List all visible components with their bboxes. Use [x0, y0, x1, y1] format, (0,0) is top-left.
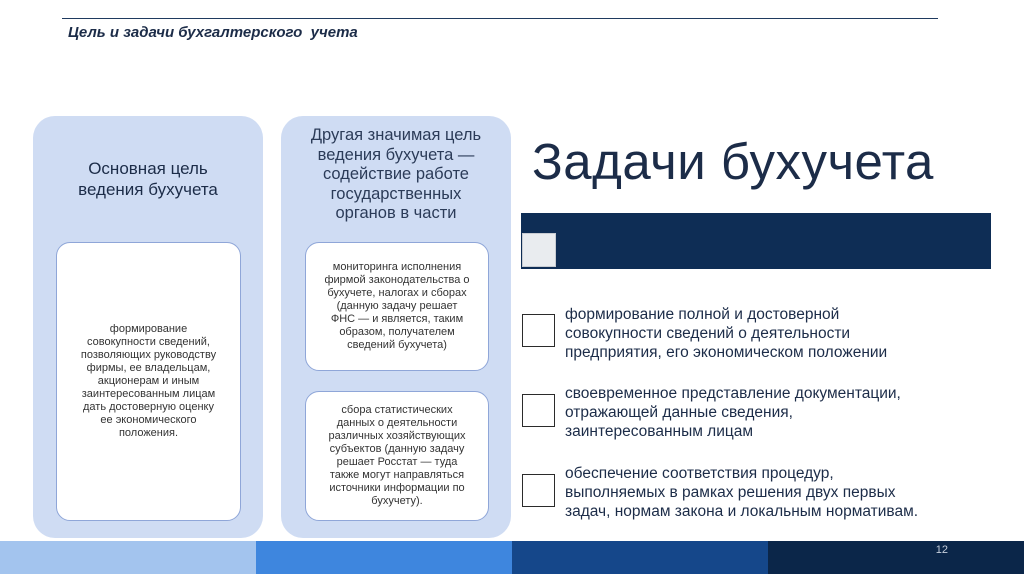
- statistics-card-line: источники информации по: [329, 482, 465, 494]
- main-goal-heading-line: ведения бухучета: [78, 180, 218, 199]
- main-goal-card-line: заинтересованным лицам: [81, 388, 216, 400]
- secondary-goal-heading-line: государственных: [330, 184, 462, 203]
- monitoring-card-line: мониторинга исполнения: [332, 261, 462, 273]
- main-goal-card-line: положения.: [118, 427, 179, 439]
- task-item-3: [565, 464, 918, 521]
- main-goal-card-line: дать достоверную оценку: [83, 401, 214, 413]
- task-checkbox: [522, 314, 555, 347]
- monitoring-card-line: ФНС — и является, таким: [330, 313, 464, 325]
- main-goal-card-line: ее экономического: [100, 414, 197, 426]
- secondary-goal-heading-line: органов в части: [335, 204, 457, 222]
- task-line: предприятия, его экономическом положении: [565, 344, 888, 361]
- main-goal-card: [56, 242, 241, 521]
- secondary-goal-heading-line: ведения бухучета —: [317, 145, 475, 164]
- statistics-card-line: бухучету).: [371, 495, 423, 507]
- footer-strip-segment: [256, 541, 512, 574]
- slide-title: Цель и задачи бухгалтерского учета: [68, 24, 358, 41]
- statistics-card-line: субъектов (данную задачу: [329, 443, 465, 455]
- task-checkbox: [522, 474, 555, 507]
- title-underline: [62, 18, 938, 19]
- statistics-card: [305, 391, 489, 521]
- monitoring-card-line: (данную задачу решает: [336, 300, 458, 312]
- monitoring-card: [305, 242, 489, 371]
- main-goal-card-line: формирование: [109, 323, 188, 335]
- statistics-card-line: различных хозяйствующих: [328, 430, 466, 442]
- statistics-card-line: сбора статистических: [341, 404, 453, 416]
- footer-strip-segment: [512, 541, 768, 574]
- main-goal-card-line: совокупности сведений,: [87, 336, 210, 348]
- main-goal-card-line: акционерам и иным: [97, 375, 200, 387]
- task-line: заинтересованным лицам: [565, 423, 754, 440]
- secondary-goal-heading: [281, 126, 511, 224]
- task-item-1: [565, 305, 887, 362]
- task-line: обеспечение соответствия процедур,: [565, 465, 834, 482]
- task-line: задач, нормам закона и локальным нормативам.: [565, 503, 919, 520]
- task-line: своевременное представление документации,: [565, 385, 901, 402]
- secondary-goal-heading-line: Другая значимая цель: [310, 126, 482, 144]
- task-line: выполняемых в рамках решения двух первых: [565, 484, 896, 501]
- task-line: совокупности сведений о деятельности: [565, 325, 851, 342]
- statistics-card-line: решает Росстат — туда: [336, 456, 458, 468]
- secondary-goal-heading-line: содействие работе: [323, 165, 469, 183]
- task-line: формирование полной и достоверной: [565, 306, 840, 323]
- header-checkbox: [522, 233, 556, 267]
- main-goal-heading: [33, 158, 263, 200]
- footer-strip-segment: [768, 541, 1024, 574]
- page-number: 12: [935, 544, 948, 556]
- monitoring-card-line: сведений бухучета): [347, 339, 447, 351]
- task-item-2: [565, 384, 901, 441]
- statistics-card-line: также могут направляться: [329, 469, 465, 481]
- task-checkbox: [522, 394, 555, 427]
- monitoring-card-line: образом, получателем: [339, 326, 455, 338]
- main-goal-heading-line: Основная цель: [88, 159, 208, 178]
- tasks-heading: Задачи бухучета: [532, 133, 934, 190]
- task-line: отражающей данные сведения,: [565, 404, 793, 421]
- main-goal-card-line: фирмы, ее владельцам,: [86, 362, 211, 374]
- tasks-header-bar: [521, 213, 991, 269]
- footer-strip-segment: [0, 541, 256, 574]
- main-goal-card-line: позволяющих руководству: [80, 349, 217, 361]
- monitoring-card-line: фирмой законодательства о: [324, 274, 470, 286]
- monitoring-card-line: бухучете, налогах и сборах: [327, 287, 467, 299]
- statistics-card-line: данных о деятельности: [336, 417, 458, 429]
